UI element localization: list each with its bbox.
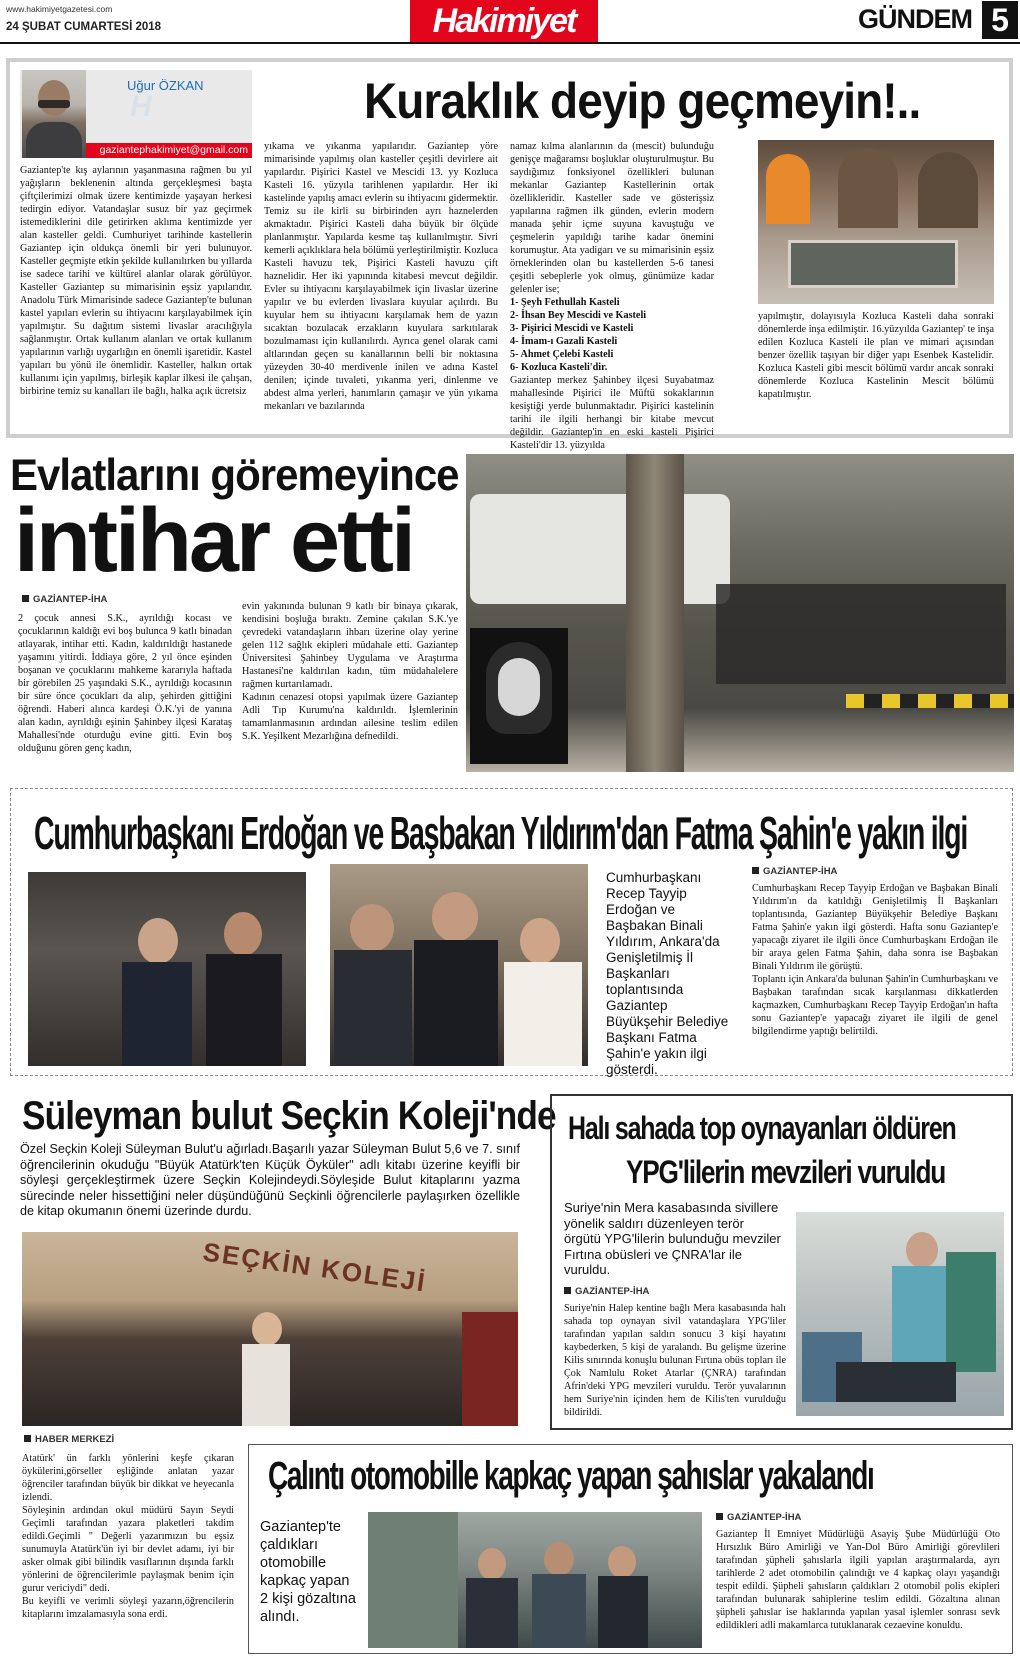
article5-body: Suriye'nin Halep kentine bağlı Mera kasabasında halı sahada top oynayan sivil vatandaşlara YPG'liler tarafından yapılan saldırı sonucu 3 kişi hayatını kaybederken, 5 kişi de yaralandı. Bu gelişme üzerine Kilis sınırında konuşlu bulunan Fırtına obüs topları ile Çok Namlulu Roket Atarlar (ÇNRA) tarafından Afrin'deki YPG mevzileri vuruldu. Terör yuvalarının hem Suriye'nin içinden hem de Kilis'ten vurulduğu bildirildi. [564,1303,786,1418]
article4-body: Atatürk' ün farklı yönlerini keşfe çıkaran öykülerini,görseller eşliğinde anlatan yazar öğrenciler tarafından büyük bir dikkat ve heyecanla izlendi. Söyleşinin ardından okul müdürü Sayın Seydi Geçimli tarafından yazara plaketleri takdim edildi.Geçimli " Değerli yazarımızın bu eşsiz sunumuyla Atatürk'ün iyi bir devlet adamı, iyi bir asker olmak gibi bilindik vasıflarının dışında farklı yönlerini de öğrencilerimle paylaşmak benim için gurur vericiydi" dedi. Bu keyifli ve verimli söyleşi yazarın,öğrencilerin kitaplarını imzalamasıyla sona erdi. [22,1453,234,1620]
kastel-list-item: 3- Pişirici Mescidi ve Kasteli [510,323,634,334]
article1-headline: Kuraklık deyip geçmeyin!.. [364,73,921,129]
seckin-banner: SEÇKİN KOLEJİ [201,1236,429,1298]
author-name: Uğur ÖZKAN [127,78,204,93]
article5-headline-1: Halı sahada top oynayanları öldüren [568,1110,956,1146]
kastel-list-item: 6- Kozluca Kasteli'dir. [510,362,608,373]
article6-headline: Çalıntı otomobille kapkaç yapan şahıslar yakalandı [268,1454,874,1498]
article4-headline: Süleyman bulut Seçkin Koleji'nde [22,1094,556,1138]
kastel-list-item: 1- Şeyh Fethullah Kasteli [510,297,620,308]
article1-col4: yapılmıştır, dolayısıyla Kozluca Kasteli daha sonraki dönemlerde inşa edilmiştir. 16.yüzyılda Gaziantep' te inşa edilen Kozluca Kasteli ile plan ve mimari açısından benzer özellik taşıyan bir diğer yapı Esenbek Kastelidir. Kozluca Kasteli gibi mescit bölümü vardır ancak sonraki dönemlerde Kozluca Kastelinin Mescit bölümü kapatılmıştır. [758,311,994,400]
issue-date: 24 ŞUBAT CUMARTESİ 2018 [6,21,162,33]
kastel-list-item: 4- İmam-ı Gazali Kasteli [510,336,618,347]
masthead-rule [0,42,1020,44]
article3-body: Cumhurbaşkanı Recep Tayyip Erdoğan ve Başbakan Binali Yıldırım'ın da katıldığı Genişletilmiş İl Başkanları toplantısında, Gaziantep Büyükşehir Belediye Başkanı Fatma Şahin'e yakın ilgi gösterdi. Hafta sonu Gaziantep'e yapacağı ziyaret ile ilgili önce Cumhurbaşkanı Erdoğan ile bir araya gelen Fatma Şahin, daha sonra ise Başbakan Binali Yıldırım ile görüştü. Toplantı için Ankara'da bulunan Şahin'in Cumhurbaşkanı ve Başbakan tarafından sıcak karşılanması dikkatlerden kaçmazken, Cumhurbaşkanı Recep Tayyip Erdoğan'ın hafta sonu Gaziantep'e yapacağı ziyaret ile ilgili de genel bilgilendirme yaptığı belirtildi. [752,883,998,1037]
author-photo [22,70,86,158]
author-watermark: H [130,90,152,123]
article3-source: GAZİANTEP-İHA [752,866,837,877]
article3-caption: Cumhurbaşkanı Recep Tayyip Erdoğan ve Başbakan Binali Yıldırım, Ankara'da Genişletilmiş İl Başkanları toplantısında Gaziantep Büyükşehir Belediye Başkanı Fatma Şahin'e yakın ilgi gösterdi. [606,870,729,1077]
article1-col3-text: namaz kılma alanlarının da (mescit) bulunduğu genişçe mağaramsı boşluklar oluşturulmuştur. Bu saydığımız fonksiyonel özellikleri bulunan mekanlar Gaziantep Kastellerinin ortak özellikleridir. Kasteller sade ve gösterişsiz yapılarına rağmen ilk günden, evlerin modern manada şehir içme suyuna kavuştuğu ve çeşmelerin yapıldığı tarihe kadar önemini korumuştur. Ata yadigarı ve su mimarisinin eşsiz örneklerinden olan bu kastellerden 5-6 tanesi çeşitli sebeplerle yok olmuş, günümüze kadar gelenler ise; [510,141,714,295]
article6-source: GAZİANTEP-İHA [716,1512,801,1523]
photo-yildirim [28,872,306,1066]
article4-lead: Özel Seçkin Koleji Süleyman Bulut'u ağırladı.Başarılı yazar Süleyman Bulut 5,6 ve 7. sınıf öğrencilerinin okuduğu "Büyük Atatürk'ten Küçük Öyküler" adlı kitabı üzerine keyifli bir söyleşi gerçekleştirmek üzere Seçkin Kolejindeydi.Söyleşide Bulut kitaplarını yazma sürecinde neler hissettiğini neler düşündüğünü Seçkinli öğrencilerle paylaşırken özellikle de kitap okumanın önemi üzerinde durdu. [20,1142,520,1218]
article5-source: GAZİANTEP-İHA [564,1286,649,1297]
article5-lead: Suriye'nin Mera kasabasında sivillere yönelik saldırı düzenleyen terör örgütü YPG'lilerin bulunduğu mevziler Fırtına obüsleri ve ÇNRA'lar ile vuruldu. [564,1200,781,1277]
seckin-event-photo [22,1232,518,1426]
article1-col3 [510,140,714,451]
author-email: gaziantephakimiyet@gmail.com [86,143,252,158]
page-number: 5 [982,1,1018,39]
article3-headline: Cumhurbaşkanı Erdoğan ve Başbakan Yıldırım'dan Fatma Şahin'e yakın ilgi [34,807,968,859]
article2-headline-bottom: intihar etti [14,491,414,591]
arrest-photo [368,1512,702,1648]
article6-caption: Gaziantep'te çaldıkları otomobille kapkaç yapan 2 kişi gözaltına alındı. [260,1519,356,1625]
kastel-list-item: 2- İhsan Bey Mescidi ve Kasteli [510,310,647,321]
article6-body: Gaziantep İl Emniyet Müdürlüğü Asayiş Şube Müdürlüğü Oto Hırsızlık Büro Amirliği ve Yan-Dol Büro Amirliği görevlileri tarafından şüpheli şahıslarla ilgili yapılan araştırmalarda, ayrı tarihlerde 2 adet otomobilin çalındığı ve 4 kapkaç olayı yaşandığı tespit edildi. Şüpheli şahısların çaldıkları 2 otomobil polis ekipleri tarafından bulunarak sahiplerine teslim edildi. Gözaltına alınan şüpheli şahıslar ise haklarında yapılan yasal işlemler sonrası sevk edildikleri adli makamlarca tutuklanarak cezaevine konuldu. [716,1529,1000,1631]
website-url: www.hakimiyetgazetesi.com [6,4,113,14]
kastel-photo [758,140,994,304]
article1-col2: yıkama ve yıkanma yapılarıdır. Gaziantep yöre mimarisinde yapılmış olan kasteller çeşitli devirlere ait yapılardır. Pişirici Kastel ve Mescidi 13. yy Kozluca Kasteli 16. yüzyıla tarihlenen yapılardır. Her iki kastelinde yapılış amacı evlerin su ihtiyacını gidermektir. Temiz su ile kirli su birbirinden ayrı haznelerden akmaktadır. Pişirici Kasteli daha büyük bir ölçüde planlanmıştır. Yapılarda kesme taş kullanılmıştır. Sivri kemerli açıklıklara hela bölümü yerleştirilmiştir. Kozluca Kasteli havuzu tek, Pişirici Kasteli havuzu çift haznelidir. Her iki yapınında kitabesi mevcut değildir. Evler su ihtiyacını karşılayabilmek için livaslar üzerine yapılır ve bu evlerden livaslara kuyular açılırdı. Bu kuyular hem su ihtiyacını karşılamak hem de yazın sıcaktan bozulacak erzakların kuyulara sarkıtılarak bozulmaması için kullanılırdı. Ayrıca genel olarak cami altlarından geçen su kanallarının belli bir noktasına yüzeyden 30-40 merdivenle inilen ve adına Kastel denilen; içinde tuvaleti, yıkanma yeri, dinlenme ve abdest alma yerleri, hanımların çamaşır ve yün yıkama mekanları ve bazılarında [264,141,498,412]
article1-col1: Gaziantep'te kış aylarının yaşanmasına rağmen bu yıl yağışların beklenenin altında gerçekleşmesi başta çiftçilerimizi olmak üzere kentimizde yaşayan herkesi tedirgin ediyor. Vatandaşlar susuz bir yaz geçirmek istemediklerini dile getirirken aklıma kentimizde yer alan kasteller geldi. Cumhuriyet tarihinde kastellerin Gaziantep için oldukça önemli bir yeri bulunuyor. Kasteller geçmişte etkin şekilde kullanılırken bu yıllarda ise sadece tarihi ve kültürel alanlar olarak görülüyor. Kasteller Gaziantep su mimarisinin eşsiz yapılarıdır. Anadolu Türk Mimarisinde sadece Gaziantep'te bulunan kastel yapıları evlerin su ihtiyacını karşılayabilmek için yapılmıştır. Su dağıtım sistemi livaslar aracılığıyla sağlanmıştır. Ortak kullanım alanları ve ortak kullanım yapılarının varlığı uygarlığın en önemli işaretidir. Kastel yapıları bu yönü ile önemlidir. Kasteller, halkın ortak kullanımı için yapılmış, birleşik kaplar ilkesi ile çalışan, birbirine temiz su kanalları ile bağlı, halka açık ücretsiz [20,165,252,397]
masthead-logo [410,0,598,42]
photo-erdogan [330,864,588,1066]
article2-source: GAZİANTEP-İHA [22,594,107,605]
hospital-photo [796,1212,1004,1416]
article5-headline-2: YPG'lilerin mevzileri vuruldu [626,1154,946,1190]
logo-text: Hakimiyet [432,2,576,40]
victim-portrait [470,628,568,764]
section-title: GÜNDEM [858,4,972,34]
article4-source: HABER MERKEZİ [24,1434,114,1445]
kastel-list-item: 5- Ahmet Çelebi Kasteli [510,349,614,360]
article2-col2: evin yakınında bulunan 9 katlı bir binaya çıkarak, kendisini boşluğa bıraktı. Zemine çakılan S.K.'ye çevredeki vatandaşların ihbarı üzerine olay yerine gelen 112 sağlık ekipleri müdahale etti. Gaziantep Üniversitesi Şahinbey Uygulama ve Araştırma Hastanesi'ne kaldırılan kadın, tüm müdahalelere rağmen kurtarılamadı. Kadının cenazesi otopsi yapılmak üzere Gaziantep Adli Tıp Kurumu'na kaldırıldı. İşlemlerinin tamamlanmasının ardından ailesine teslim edilen S.K. Yeşilkent Mezarlığına defnedildi. [242,601,458,742]
article2-col1: 2 çocuk annesi S.K., ayrıldığı kocası ve çocuklarının kaldığı evi boş bulunca 9 katlı binadan atlayarak, intihar etti. Kadın, kaldırıldığı hastanede yaşamını yitirdi. İddiaya göre, 2 yıl önce eşinden boşanan ve çocuklarını mahkeme kararıyla haftada bir görebilen 25 yaşındaki S.K., ayrıldığı kocasının bir süre önce çocukları da alıp, şehirden gittiğini öğrendi. Haberi alınca kardeşi Ö.K.'yi de yanına alan kadın, ayrıldığı eşinin Şahinbey ilçesi Karataş Mahallesi'nde oturduğu evine gitti. Evin boş olduğunu gören genç kadın, [18,613,232,754]
article1-col3-text-b: Gaziantep merkez Şahinbey ilçesi Suyabatmaz mahallesinde Pişirici ile Müftü sokaklarının kesiştiği yerde bulunmaktadır. Pişirici kastelinin tarihi ile ilgili herhangi bir kitabe mevcut değildir. Gaziantep'in en eski kasteli Pişirici Kasteli'dir 13. yüzyılda [510,375,714,451]
article2-headline-top: Evlatlarını göremeyince [10,450,459,500]
